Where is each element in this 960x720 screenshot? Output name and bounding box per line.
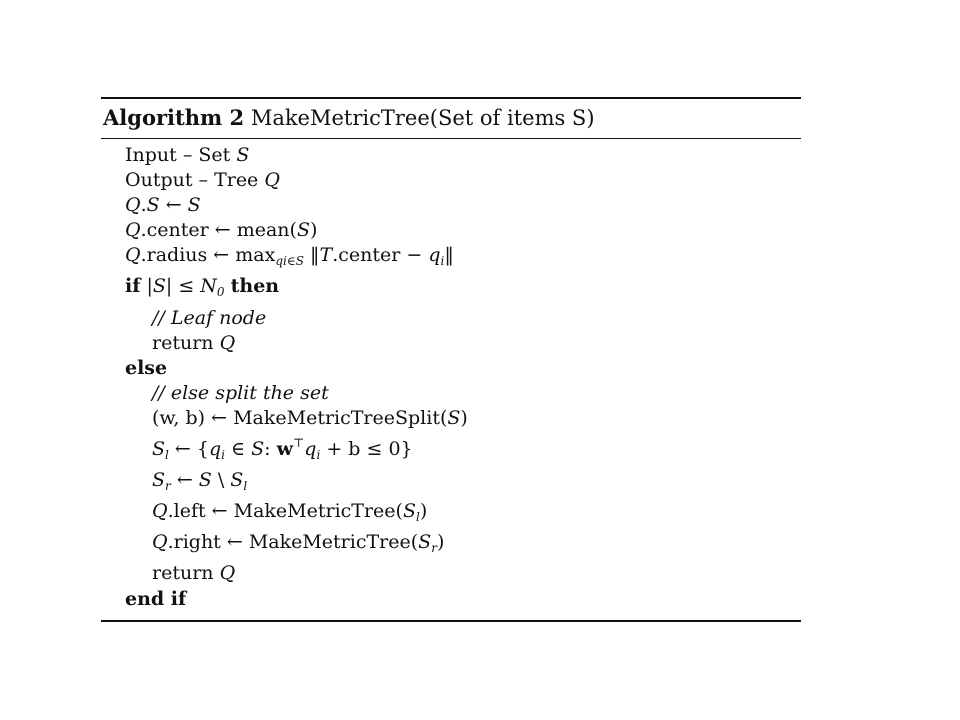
line-split: (w, b) ← MakeMetricTreeSplit(S) — [152, 406, 468, 429]
line-right-set: $S_r$ ← S \ $S_l$ — [152, 469, 248, 494]
line-return-leaf: return Q — [152, 331, 236, 354]
line-assign-set: Q.S ← S — [125, 194, 201, 217]
line-input: Input – Set S — [125, 144, 250, 166]
line-right-tree: Q.right ← $MakeMetricTree(S_r)$ — [152, 531, 445, 556]
algorithm-header — [101, 99, 801, 139]
line-radius: Q.radius ← $\max_{qi\in S}$ ‖T.center − $q_i‖$ — [125, 244, 454, 269]
line-center: Q.center ← mean(S) — [125, 219, 318, 242]
algorithm-title: MakeMetricTree(Set of items S) — [250, 106, 595, 130]
line-split-comment: // else split the set — [152, 381, 329, 404]
line-end-if: end if — [125, 587, 187, 610]
algorithm-box — [101, 97, 801, 622]
line-if: if $|S| \le N_0$ then — [125, 275, 280, 300]
algorithm-label: Algorithm 2 — [103, 105, 245, 130]
line-else: else — [125, 356, 168, 379]
algorithm-body — [101, 139, 801, 620]
line-leaf-comment: // Leaf node — [152, 306, 267, 329]
line-left-tree: Q.left ← $MakeMetricTree(S_l)$ — [152, 500, 428, 525]
line-return-tree: return Q — [152, 562, 236, 585]
line-left-set: $S_l$ ← {$q_i$ ∈ S: $w^⊤q_i + b \le 0$} — [152, 436, 413, 463]
line-output: Output – Tree Q — [125, 169, 280, 192]
